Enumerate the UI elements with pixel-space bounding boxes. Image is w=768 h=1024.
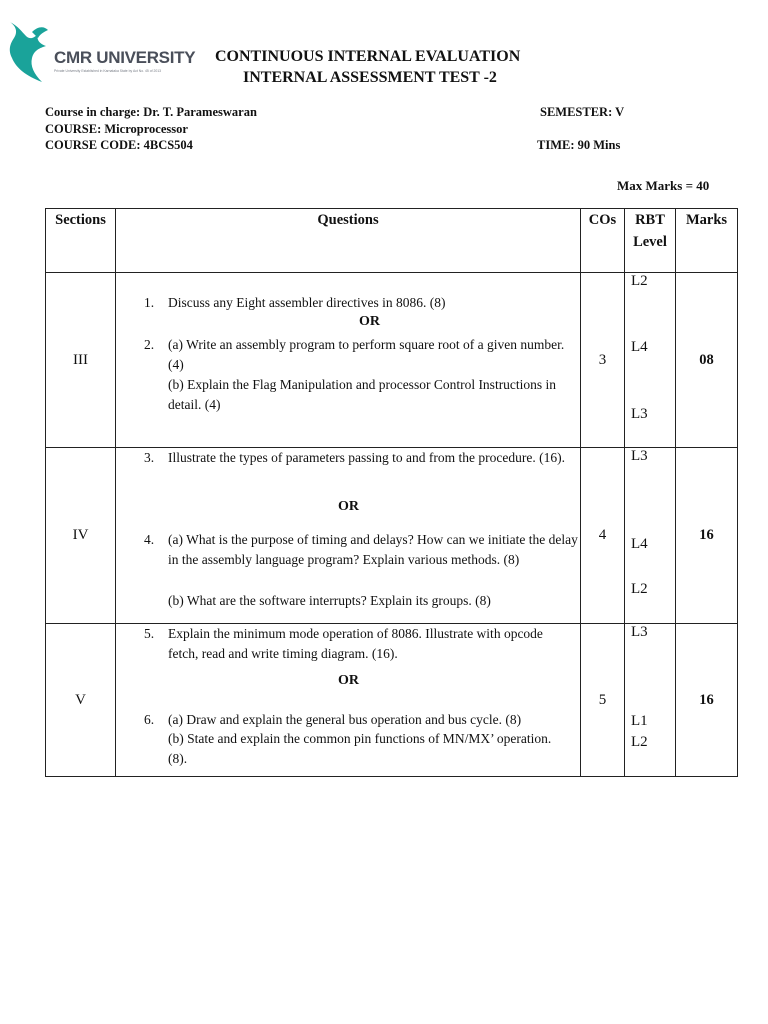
table-row xyxy=(46,448,738,624)
semester: SEMESTER: V xyxy=(540,105,625,119)
section-cell: IV xyxy=(46,448,116,624)
university-logo xyxy=(4,18,214,86)
question-text: Discuss any Eight assembler directives in 8086. (8) xyxy=(168,295,446,310)
exam-title: CONTINUOUS INTERNAL EVALUATION xyxy=(215,48,521,65)
question-number: 6. xyxy=(144,712,155,727)
header-questions: Questions xyxy=(116,209,581,273)
rbt-cell xyxy=(625,624,676,777)
question-number: 4. xyxy=(144,532,155,547)
rbt-level: L3 xyxy=(631,624,648,640)
marks-cell: 16 xyxy=(676,448,738,624)
header-marks: Marks xyxy=(676,209,738,273)
table-row xyxy=(46,624,738,777)
rbt-level: L4 xyxy=(631,339,648,355)
rbt-cell xyxy=(625,448,676,624)
question-text-b: (b) State and explain the common pin functions of MN/MX’ operation. (8). xyxy=(168,731,552,766)
exam-time: TIME: 90 Mins xyxy=(537,138,621,152)
rbt-level: L4 xyxy=(631,536,648,552)
question-text: (a) What is the purpose of timing and delays? How can we initiate the delay in the assembly language program? Explain various methods. (8) xyxy=(168,532,578,567)
question-number: 2. xyxy=(144,337,155,352)
logo-tagline: Private University Established in Karnataka State by Act No. 45 of 2013 xyxy=(54,69,162,73)
logo-text: CMR UNIVERSITY xyxy=(54,48,196,67)
marks-cell: 08 xyxy=(676,273,738,448)
question-number: 1. xyxy=(144,295,155,310)
question-text-b: (b) What are the software interrupts? Explain its groups. (8) xyxy=(168,593,491,608)
section-cell: V xyxy=(46,624,116,777)
question-text: (a) Draw and explain the general bus operation and bus cycle. (8) xyxy=(168,712,522,727)
or-separator: OR xyxy=(359,314,380,329)
rbt-level: L2 xyxy=(631,581,648,597)
questions-cell xyxy=(116,273,581,448)
header-sections: Sections xyxy=(46,209,116,273)
question-text: Explain the minimum mode operation of 8086. Illustrate with opcode fetch, read and write timing diagram. (16). xyxy=(168,626,543,661)
questions-cell xyxy=(116,448,581,624)
rbt-level: L2 xyxy=(631,734,648,750)
co-cell: 5 xyxy=(581,624,625,777)
marks-cell: 16 xyxy=(676,624,738,777)
max-marks: Max Marks = 40 xyxy=(617,178,710,193)
exam-subtitle: INTERNAL ASSESSMENT TEST -2 xyxy=(243,69,497,86)
table-row xyxy=(46,273,738,448)
question-text: Illustrate the types of parameters passing to and from the procedure. (16). xyxy=(168,450,565,465)
question-number: 5. xyxy=(144,626,155,641)
question-text: (a) Write an assembly program to perform square root of a given number. (4) xyxy=(168,337,565,372)
course-in-charge: Course in charge: Dr. T. Parameswaran xyxy=(45,105,257,119)
rbt-cell xyxy=(625,273,676,448)
swan-logo-icon xyxy=(4,18,56,86)
or-separator: OR xyxy=(338,673,359,688)
course-name: COURSE: Microprocessor xyxy=(45,122,188,136)
course-code: COURSE CODE: 4BCS504 xyxy=(45,138,193,152)
table-header-row xyxy=(46,209,738,273)
header-rbt-level: RBT Level xyxy=(625,209,676,273)
question-text-b: (b) Explain the Flag Manipulation and processor Control Instructions in detail. (4) xyxy=(168,377,557,412)
rbt-level: L2 xyxy=(631,273,648,289)
co-cell: 4 xyxy=(581,448,625,624)
co-cell: 3 xyxy=(581,273,625,448)
question-number: 3. xyxy=(144,450,155,465)
rbt-level: L3 xyxy=(631,448,648,464)
section-cell: III xyxy=(46,273,116,448)
rbt-level: L1 xyxy=(631,713,648,729)
question-table xyxy=(45,208,738,777)
questions-cell xyxy=(116,624,581,777)
rbt-level: L3 xyxy=(631,406,648,422)
header-cos: COs xyxy=(581,209,625,273)
or-separator: OR xyxy=(338,499,359,514)
